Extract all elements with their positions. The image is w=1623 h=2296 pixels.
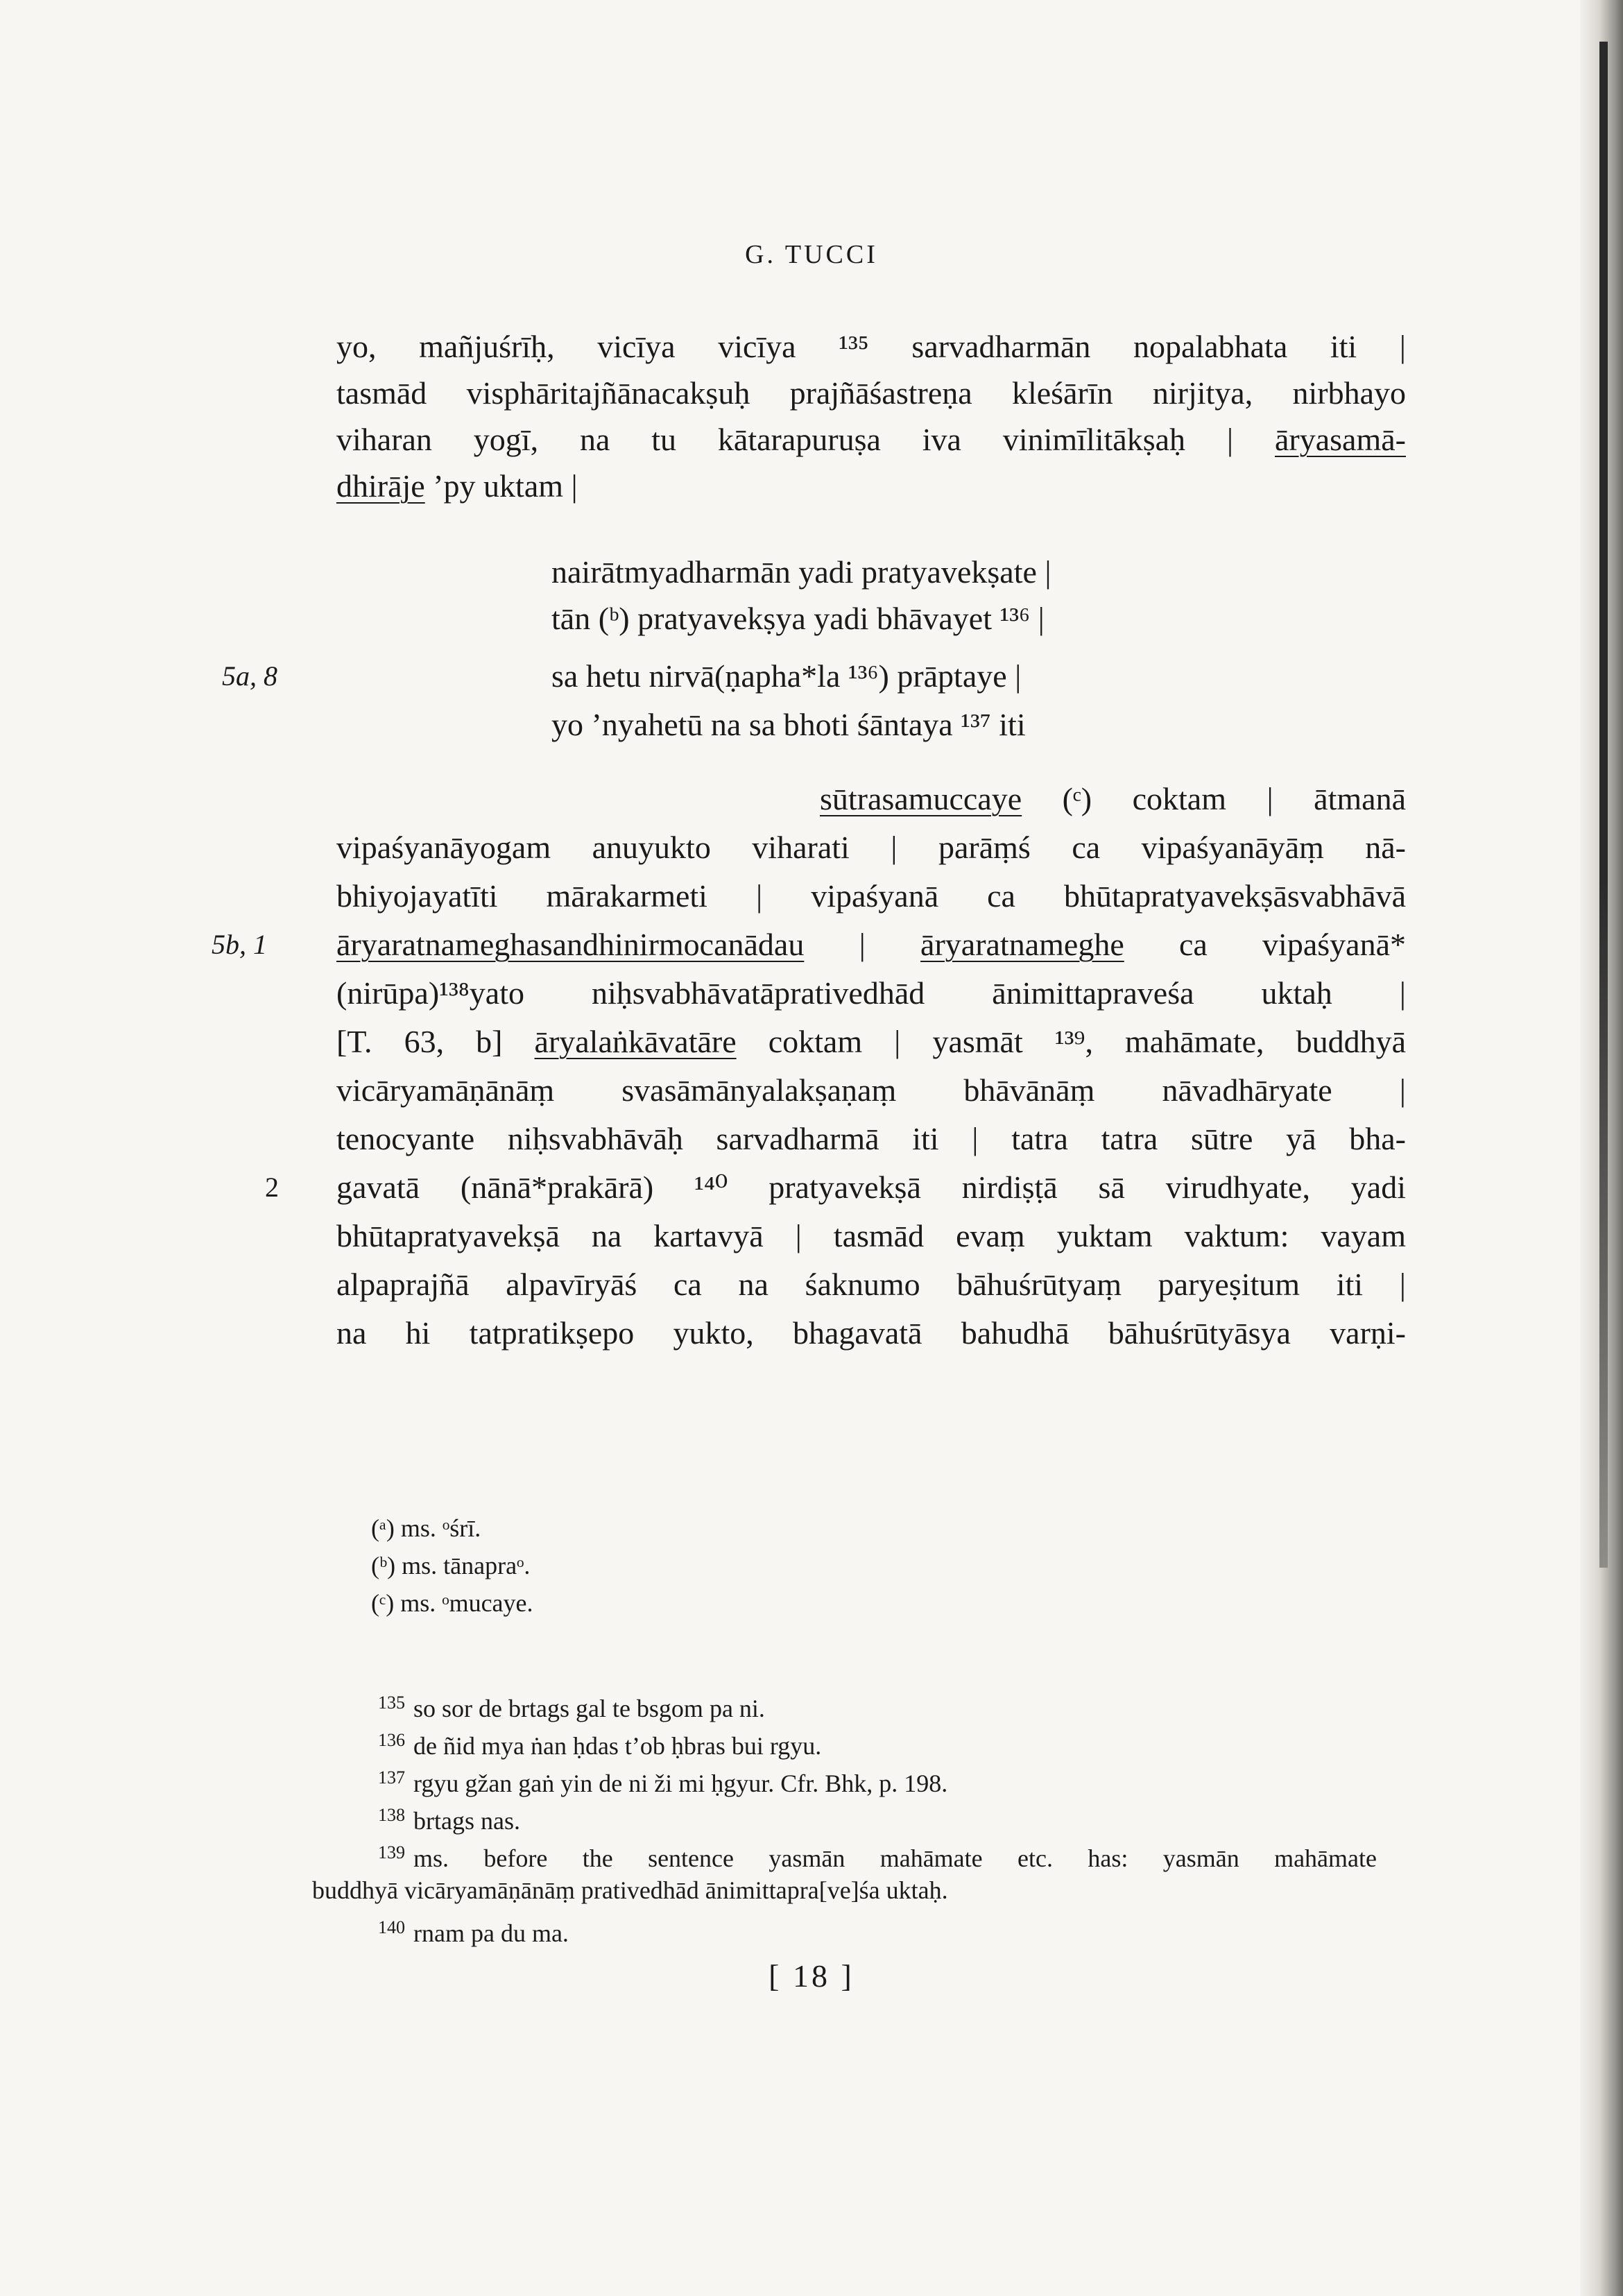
running-header: G. TUCCI (745, 240, 878, 269)
footnote-number: 138 (378, 1805, 405, 1825)
verse-line-4: yo ’nyahetū na sa bhoti śāntaya ¹³⁷ iti (551, 707, 1026, 742)
prose-line-7: vicāryamāṇānāṃ svasāmānyalakṣaṇaṃ bhāvānāṃ nāvadhāryate | (336, 1072, 1406, 1108)
prose-line-2: vipaśyanāyogam anuyukto viharati | parāṃś ca vipaśyanāyāṃ nā- (336, 830, 1406, 865)
footnote-number: 135 (378, 1693, 405, 1713)
footnote-text: so sor de brtags gal te bsgom pa ni. (413, 1695, 765, 1722)
footnote-text: rgyu gžan gaṅ yin de ni ži mi ḥgyur. Cfr. Bhk, p. 198. (413, 1770, 948, 1797)
body-line-4 (336, 465, 578, 507)
title-sutrasamuccaya: sūtrasamuccaye (820, 781, 1022, 816)
footnote-139 (378, 1834, 1377, 1877)
prose-line-9: gavatā (nānā*prakārā) ¹⁴⁰ pratyavekṣā nirdiṣṭā sā virudhyate, yadi (336, 1170, 1406, 1205)
prose-line-6-ref: [T. 63, b] (336, 1024, 535, 1059)
margin-ref-2: 2 (265, 1172, 279, 1203)
footnote-135 (378, 1684, 765, 1727)
footnote-number: 136 (378, 1730, 405, 1750)
footnote-text: brtags nas. (413, 1807, 520, 1835)
critical-note-b: (ᵇ) ms. tānapraᵒ. (371, 1552, 531, 1579)
footnote-140 (378, 1909, 569, 1952)
prose-line-4-sep: | (804, 927, 921, 962)
verse-line-2: tān (ᵇ) pratyavekṣya yadi bhāvayet ¹³⁶ | (551, 601, 1045, 636)
prose-line-4-text: ca vipaśyanā* (1124, 927, 1406, 962)
book-gutter-edge (1599, 42, 1608, 1568)
footnote-text: rnam pa du ma. (413, 1919, 569, 1947)
critical-note-c: (ᶜ) ms. ᵒmucaye. (371, 1589, 533, 1617)
footnote-text: ms. before the sentence yasmān mahāmate etc. has: yasmān mahāmate (413, 1844, 1377, 1872)
prose-line-11: alpaprajñā alpavīryāś ca na śaknumo bāhuśrūtyaṃ paryeṣitum iti | (336, 1267, 1406, 1302)
footnote-139-continued (312, 1871, 948, 1909)
body-line-2: tasmād visphāritajñānacakṣuḥ prajñāśastreṇa kleśārīn nirjitya, nirbhayo (336, 375, 1406, 411)
title-aryaratnamegha: āryaratnameghe (920, 927, 1124, 962)
body-line-1: yo, mañjuśrīḥ, vicīya vicīya ¹³⁵ sarvadharmān nopalabhata iti | (336, 329, 1406, 364)
page-number: [ 18 ] (768, 1958, 855, 1994)
footnote-number: 137 (378, 1767, 405, 1788)
verse-line-1: nairātmyadharmān yadi pratyavekṣate | (551, 554, 1051, 590)
prose-line-1-text: (ᶜ) coktam | ātmanā (1022, 781, 1406, 816)
title-aryalankavatara: āryalaṅkāvatāre (534, 1024, 737, 1059)
prose-line-12: na hi tatpratikṣepo yukto, bhagavatā bahudhā bāhuśrūtyāsya varṇi- (336, 1315, 1406, 1351)
margin-ref-5a-8: 5a, 8 (222, 660, 277, 692)
title-aryasamadhiraja-part2: dhirāje (336, 468, 425, 504)
body-line-3-text: viharan yogī, na tu kātarapuruṣa iva vinimīlitākṣaḥ | (336, 422, 1275, 457)
body-line-3 (336, 419, 1406, 461)
critical-note-a: (ᵃ) ms. ᵒśrī. (371, 1514, 481, 1542)
prose-line-5: (nirūpa)¹³⁸yato niḥsvabhāvatāprativedhād ānimittapraveśa uktaḥ | (336, 975, 1406, 1011)
prose-line-10: bhūtapratyavekṣā na kartavyā | tasmād evaṃ yuktam vaktum: vayam (336, 1218, 1406, 1253)
prose-line-6 (336, 1021, 1406, 1063)
title-aryaratnamegha-sandhinirmocana: āryaratnameghasandhinirmocanādau (336, 927, 805, 962)
footnote-number: 139 (378, 1842, 405, 1862)
prose-line-1 (820, 778, 1406, 820)
prose-line-8: tenocyante niḥsvabhāvāḥ sarvadharmā iti | tatra tatra sūtre yā bha- (336, 1121, 1406, 1156)
margin-ref-5b-1: 5b, 1 (212, 929, 267, 960)
footnote-number: 140 (378, 1917, 405, 1937)
footnote-text: buddhyā vicāryamāṇānāṃ prativedhād ānimittapra[ve]śa uktaḥ. (312, 1876, 948, 1904)
prose-line-6-text: coktam | yasmāt ¹³⁹, mahāmate, buddhyā (736, 1024, 1406, 1059)
footnote-138 (378, 1797, 520, 1840)
body-line-4-text: ’py uktam | (424, 468, 578, 504)
prose-line-4 (336, 924, 1406, 966)
footnote-136 (378, 1722, 821, 1765)
footnote-137 (378, 1759, 947, 1802)
verse-line-3: sa hetu nirvā(ṇapha*la ¹³⁶) prāptaye | (551, 658, 1022, 694)
footnote-text: de ñid mya ṅan ḥdas t’ob ḥbras bui rgyu. (413, 1732, 822, 1760)
title-aryasamadhiraja-part1: āryasamā- (1275, 422, 1406, 457)
prose-line-3: bhiyojayatīti mārakarmeti | vipaśyanā ca bhūtapratyavekṣāsvabhāvā (336, 878, 1406, 914)
